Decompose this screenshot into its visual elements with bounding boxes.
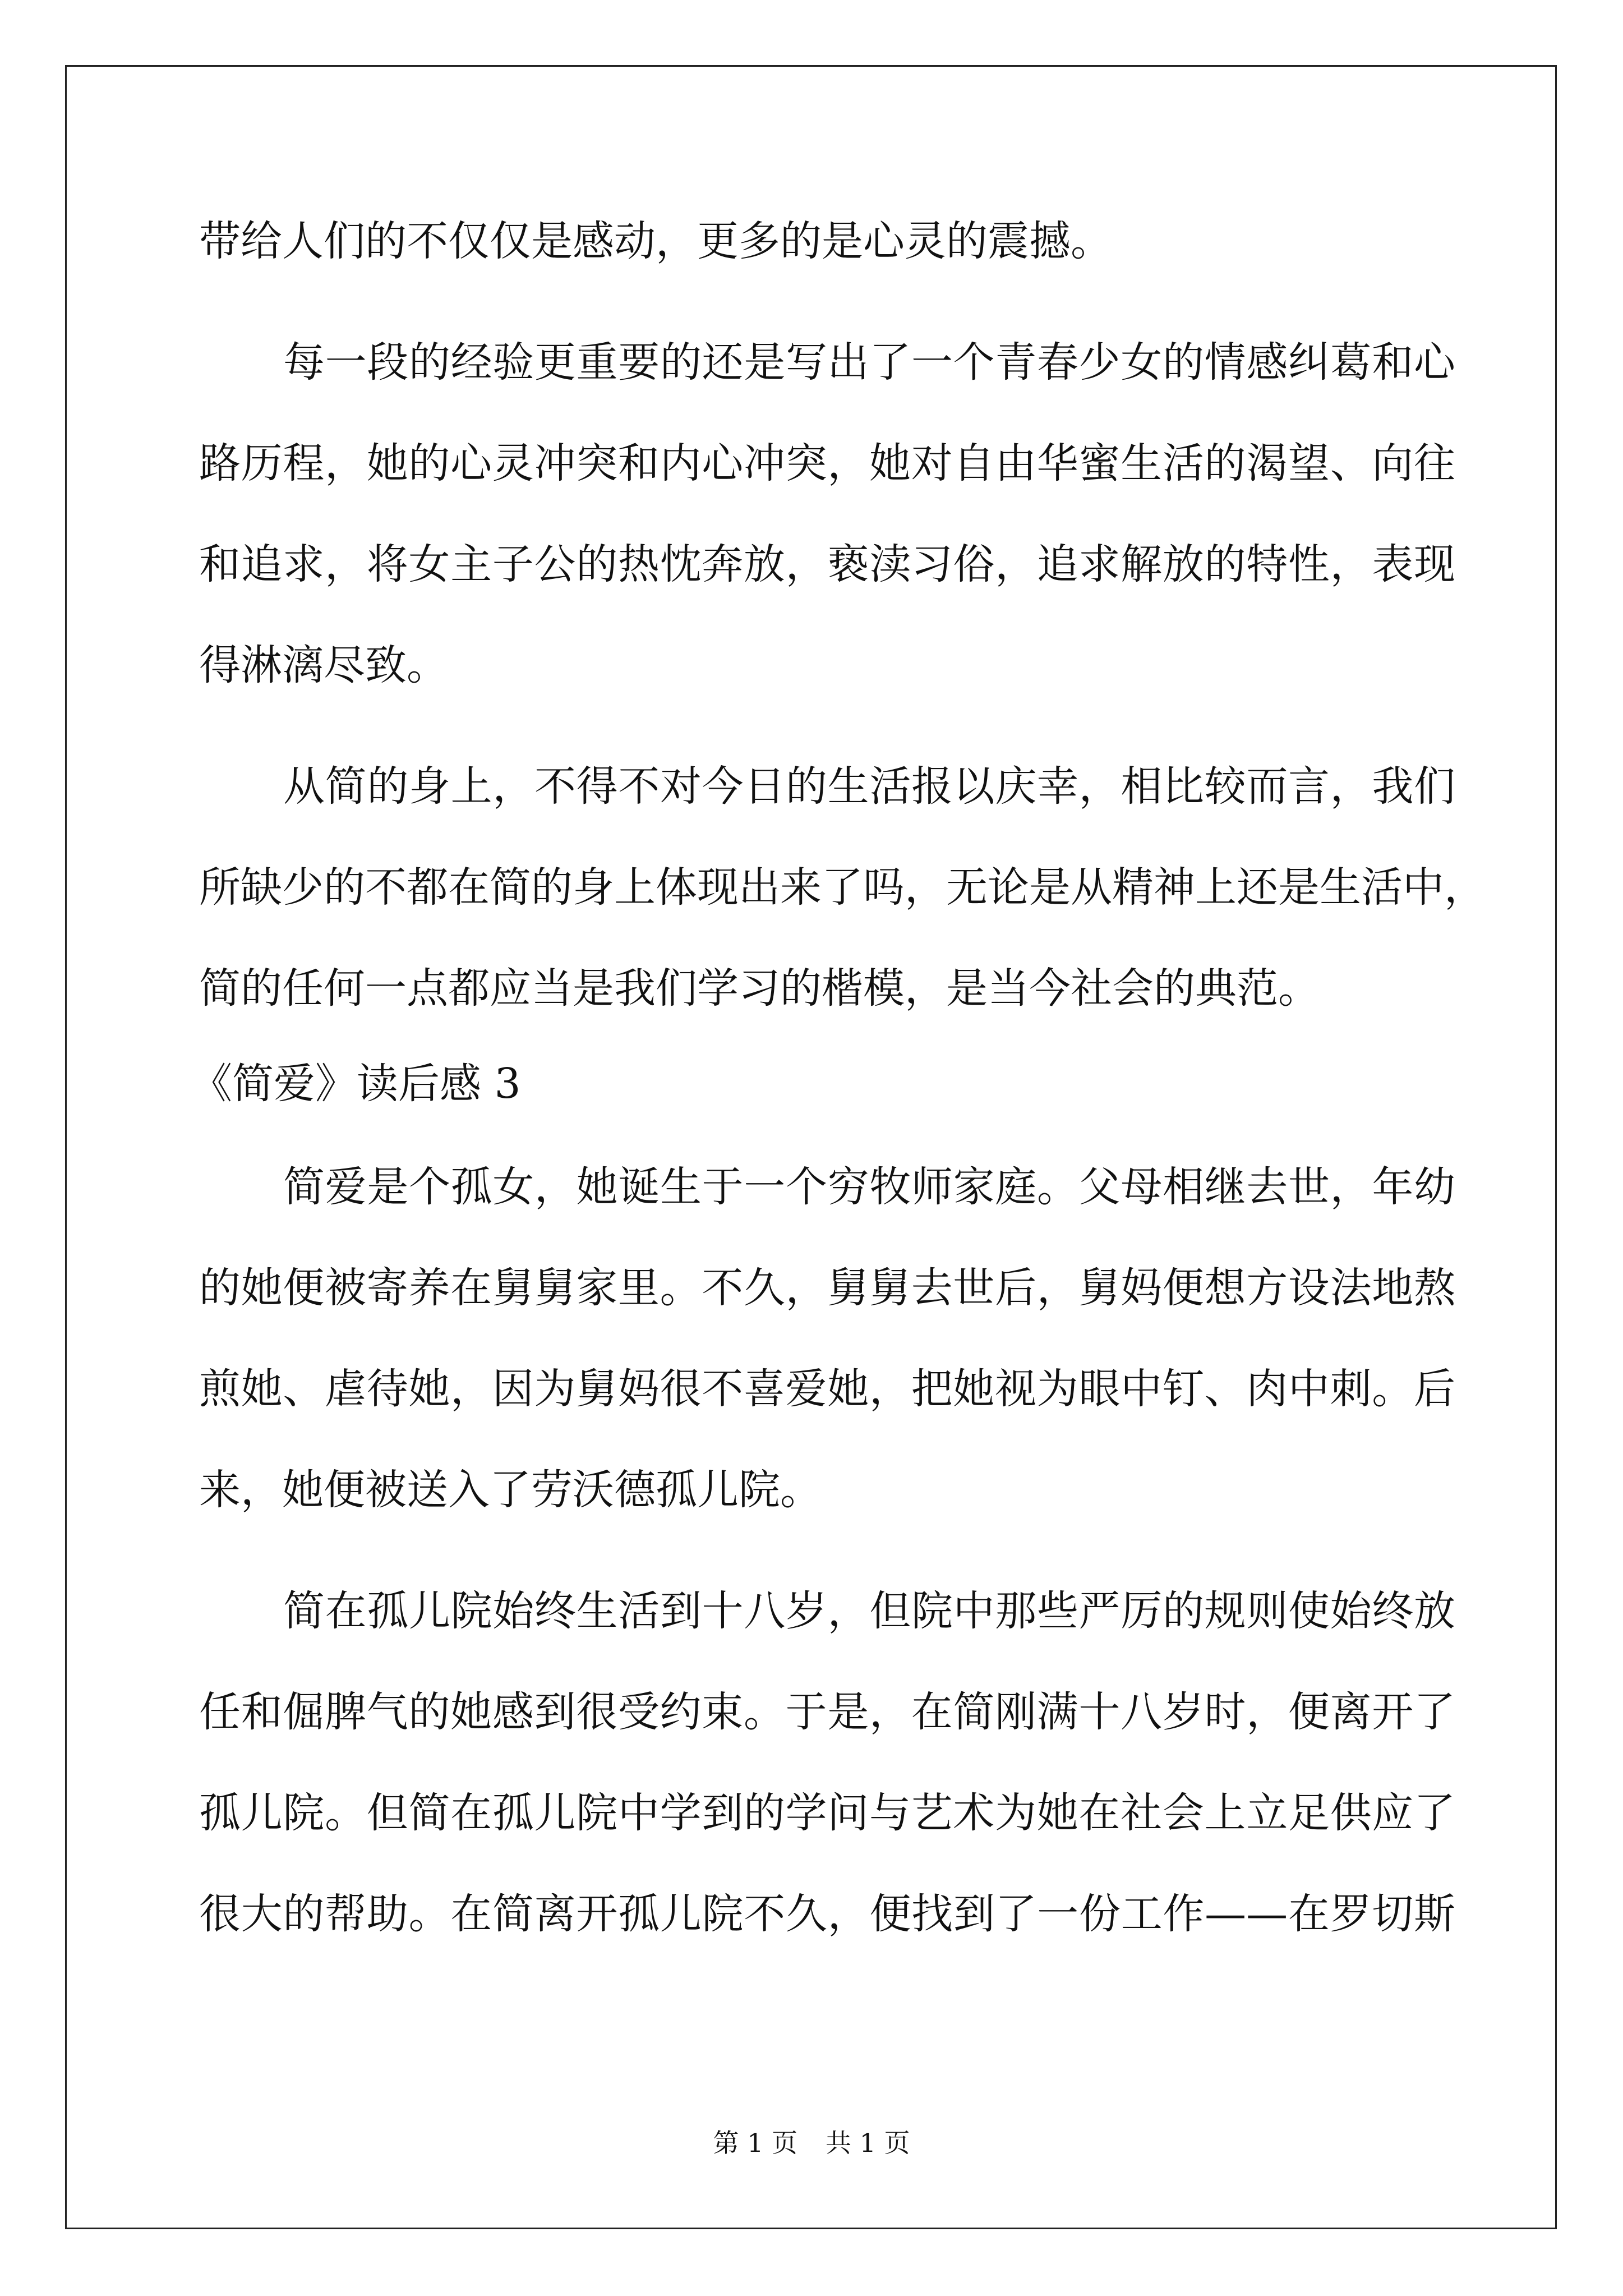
- text-line: 孤儿院。但简在孤儿院中学到的学问与艺术为她在社会上立足供应了: [199, 1789, 1455, 1837]
- text-line: 很大的帮助。在简离开孤儿院不久，便找到了一份工作——在罗切斯: [199, 1890, 1455, 1938]
- text-line: 煎她、虐待她，因为舅妈很不喜爱她，把她视为眼中钉、肉中刺。后: [199, 1365, 1455, 1413]
- text-line: 带给人们的不仅仅是感动，更多的是心灵的震撼。: [199, 217, 1112, 265]
- text-line: 得淋漓尽致。: [199, 641, 448, 689]
- text-line: 从简的身上，不得不对今日的生活报以庆幸，相比较而言，我们: [283, 762, 1455, 811]
- page-footer: [0, 2126, 1623, 2160]
- page-number: 第 1 页: [713, 2128, 797, 2158]
- text-line: 的她便被寄养在舅舅家里。不久，舅舅去世后，舅妈便想方设法地熬: [199, 1264, 1455, 1312]
- text-line: 任和倔脾气的她感到很受约束。于是，在简刚满十八岁时，便离开了: [199, 1688, 1455, 1736]
- text-line: 简的任何一点都应当是我们学习的楷模，是当今社会的典范。: [199, 964, 1320, 1013]
- text-line: 简爱是个孤女，她诞生于一个穷牧师家庭。父母相继去世，年幼: [283, 1163, 1455, 1211]
- page-total: 共 1 页: [826, 2128, 910, 2158]
- text-line: 来，她便被送入了劳沃德孤儿院。: [199, 1466, 822, 1514]
- text-line: 所缺少的不都在简的身上体现出来了吗，无论是从精神上还是生活中，: [199, 863, 1486, 912]
- text-line: 每一段的经验更重要的还是写出了一个青春少女的情感纠葛和心: [283, 338, 1455, 386]
- text-line: 和追求，将女主子公的热忱奔放，亵渎习俗，追求解放的特性，表现: [199, 540, 1455, 588]
- section-heading: 《简爱》读后感 3: [191, 1060, 521, 1108]
- text-line: 简在孤儿院始终生活到十八岁，但院中那些严厉的规则使始终放: [283, 1587, 1455, 1635]
- text-line: 路历程，她的心灵冲突和内心冲突，她对自由华蜜生活的渴望、向往: [199, 439, 1455, 487]
